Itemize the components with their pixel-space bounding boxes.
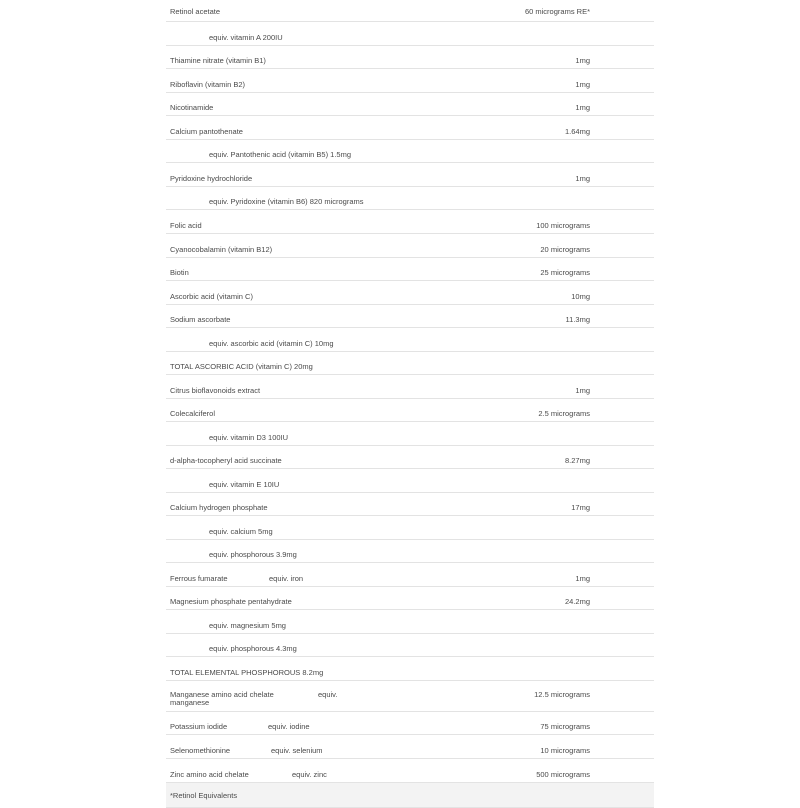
ingredient-name: Riboflavin (vitamin B2) — [170, 80, 246, 89]
ingredient-amount: 1mg — [575, 574, 590, 583]
table-row — [166, 22, 654, 46]
ingredient-equivalent: equiv. calcium 5mg — [209, 527, 273, 536]
ingredient-name: Calcium hydrogen phosphate — [170, 503, 268, 512]
table-row — [166, 46, 654, 69]
ingredient-name: Citrus bioflavonoids extract — [170, 386, 261, 395]
ingredient-amount: 12.5 micrograms — [534, 690, 590, 699]
ingredient-name: Potassium iodide — [170, 722, 228, 731]
ingredient-equivalent: equiv. Pyridoxine (vitamin B6) 820 micrograms — [209, 197, 364, 206]
ingredient-name: Nicotinamide — [170, 103, 214, 112]
ingredient-amount: 100 micrograms — [536, 221, 590, 230]
ingredient-name: TOTAL ELEMENTAL PHOSPHOROUS 8.2mg — [170, 668, 324, 677]
table-row — [166, 352, 654, 375]
table-row — [166, 0, 654, 22]
ingredient-equivalent: equiv. Pantothenic acid (vitamin B5) 1.5mg — [209, 150, 352, 159]
table-row — [166, 305, 654, 328]
table-row — [166, 422, 654, 446]
ingredient-amount: 60 micrograms RE* — [524, 7, 590, 16]
table-row — [166, 187, 654, 210]
ingredient-equiv: equiv. selenium — [271, 746, 323, 755]
ingredient-equiv: equiv. zinc — [292, 770, 327, 779]
ingredient-name: d-alpha-tocopheryl acid succinate — [170, 456, 282, 465]
ingredient-amount: 8.27mg — [564, 456, 590, 465]
ingredient-equiv: equiv. iodine — [268, 722, 310, 731]
table-row — [166, 446, 654, 469]
ingredient-amount: 1.64mg — [564, 127, 590, 136]
ingredient-equivalent: equiv. phosphorous 4.3mg — [209, 644, 297, 653]
ingredient-amount: 20 micrograms — [540, 245, 590, 254]
table-row — [166, 493, 654, 516]
footnote-row — [166, 783, 654, 808]
ingredient-name: Selenomethionine — [170, 746, 231, 755]
ingredient-name: Magnesium phosphate pentahydrate — [170, 597, 292, 606]
ingredient-equivalent: equiv. ascorbic acid (vitamin C) 10mg — [209, 339, 334, 348]
ingredient-name: Colecalciferol — [170, 409, 216, 418]
ingredient-amount: 25 micrograms — [540, 268, 590, 277]
ingredient-amount: 1mg — [575, 174, 590, 183]
table-row — [166, 140, 654, 163]
table-row — [166, 712, 654, 735]
table-row — [166, 587, 654, 610]
ingredient-equivalent: equiv. vitamin D3 100IU — [209, 433, 289, 442]
table-row — [166, 681, 654, 712]
ingredient-name: Cyanocobalamin (vitamin B12) — [170, 245, 273, 254]
ingredient-amount: 1mg — [575, 103, 590, 112]
table-row — [166, 563, 654, 587]
table-row — [166, 735, 654, 759]
ingredients-table — [166, 0, 654, 808]
table-row — [166, 540, 654, 563]
table-row — [166, 328, 654, 352]
ingredient-name: Calcium pantothenate — [170, 127, 243, 136]
table-row — [166, 657, 654, 681]
ingredient-name: Manganese amino acid chelate — [170, 690, 274, 699]
table-row — [166, 759, 654, 783]
ingredient-equivalent: equiv. vitamin A 200IU — [209, 33, 283, 42]
ingredient-name: Ferrous fumarate — [170, 574, 228, 583]
table-row — [166, 163, 654, 187]
ingredient-amount: 10mg — [571, 292, 590, 301]
table-row — [166, 375, 654, 399]
table-row — [166, 399, 654, 422]
ingredient-equiv: equiv. iron — [269, 574, 304, 583]
ingredient-name: Ascorbic acid (vitamin C) — [170, 292, 253, 301]
ingredient-name: Retinol acetate — [170, 7, 221, 16]
ingredient-amount: 17mg — [571, 503, 590, 512]
ingredient-name-continued: manganese — [170, 698, 210, 707]
table-row — [166, 258, 654, 281]
footnote-text: *Retinol Equivalents — [170, 791, 238, 800]
table-row — [166, 281, 654, 305]
ingredient-name: Zinc amino acid chelate — [170, 770, 249, 779]
ingredient-amount: 75 micrograms — [540, 722, 590, 731]
table-row — [166, 610, 654, 634]
table-row — [166, 234, 654, 258]
ingredient-name: Sodium ascorbate — [170, 315, 231, 324]
table-row — [166, 69, 654, 93]
ingredient-name: Folic acid — [170, 221, 202, 230]
ingredient-name: Pyridoxine hydrochloride — [170, 174, 253, 183]
table-row — [166, 469, 654, 493]
ingredient-amount: 11.3mg — [565, 315, 590, 324]
ingredient-name: Thiamine nitrate (vitamin B1) — [170, 56, 266, 65]
table-row — [166, 516, 654, 540]
ingredient-amount: 1mg — [575, 386, 590, 395]
table-row — [166, 210, 654, 234]
table-row — [166, 634, 654, 657]
ingredient-equiv: equiv. — [318, 690, 338, 699]
ingredient-amount: 1mg — [575, 56, 590, 65]
table-row — [166, 93, 654, 116]
ingredient-equivalent: equiv. magnesium 5mg — [209, 621, 286, 630]
ingredient-equivalent: equiv. phosphorous 3.9mg — [209, 550, 297, 559]
ingredient-name: Biotin — [170, 268, 189, 277]
ingredient-name: TOTAL ASCORBIC ACID (vitamin C) 20mg — [170, 362, 313, 371]
ingredient-equivalent: equiv. vitamin E 10IU — [209, 480, 280, 489]
ingredient-amount: 24.2mg — [564, 597, 590, 606]
ingredient-amount: 2.5 micrograms — [538, 409, 590, 418]
table-row — [166, 116, 654, 140]
ingredient-amount: 1mg — [575, 80, 590, 89]
ingredient-amount: 10 micrograms — [540, 746, 590, 755]
ingredient-amount: 500 micrograms — [536, 770, 590, 779]
